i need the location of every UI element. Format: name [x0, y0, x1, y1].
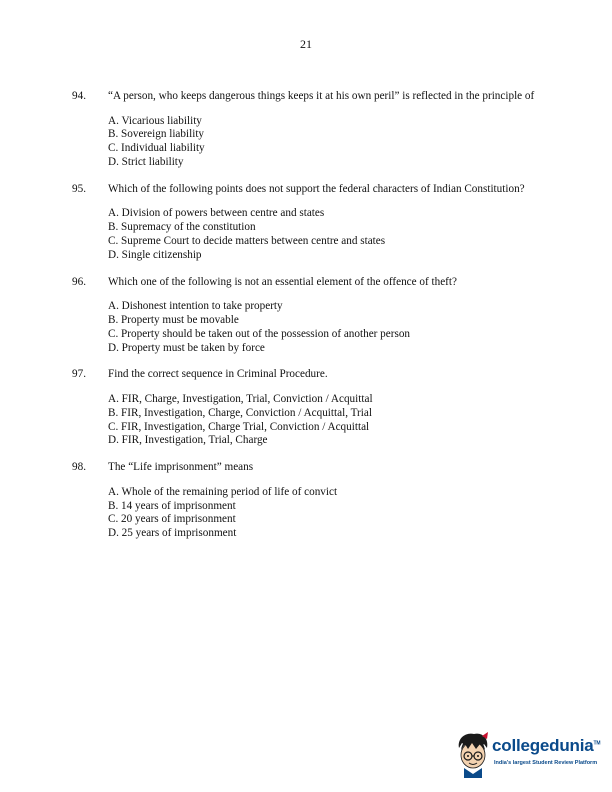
option-c: C. Individual liability [108, 142, 205, 155]
option-c: C. Property should be taken out of the possession of another person [108, 327, 411, 340]
question-number: 96. [72, 275, 86, 288]
option-list [108, 486, 542, 541]
option-d: D. FIR, Investigation, Trial, Charge [108, 434, 268, 447]
question-number: 97. [72, 368, 86, 381]
logo-tagline: India's largest Student Review Platform [494, 760, 598, 766]
option-b: B. FIR, Investigation, Charge, Conviction / Acquittal, Trial [108, 406, 372, 419]
option-b: B. 14 years of imprisonment [108, 499, 236, 512]
option-list [108, 115, 542, 170]
option-a: A. Dishonest intention to take property [108, 300, 283, 313]
option-c: C. 20 years of imprisonment [108, 513, 236, 526]
question-96 [72, 276, 542, 356]
question-text: The “Life imprisonment” means [108, 461, 254, 474]
option-d: D. Strict liability [108, 155, 184, 168]
option-a: A. FIR, Charge, Investigation, Trial, Conviction / Acquittal [108, 392, 373, 405]
question-97 [72, 368, 542, 448]
question-text: “A person, who keeps dangerous things keeps it at his own peril” is reflected in the principle of [108, 90, 535, 102]
question-95 [72, 183, 542, 263]
page-number: 21 [300, 37, 312, 51]
option-d: D. Property must be taken by force [108, 341, 265, 354]
collegedunia-logo [454, 730, 604, 778]
question-number: 94. [72, 90, 86, 102]
question-text: Which of the following points does not support the federal characters of Indian Constitution? [108, 182, 525, 195]
option-d: D. 25 years of imprisonment [108, 527, 237, 540]
logo-wordmark: collegedunia™ [492, 736, 601, 755]
option-c: C. FIR, Investigation, Charge Trial, Conviction / Acquittal [108, 420, 370, 433]
option-a: A. Whole of the remaining period of life of convict [108, 485, 338, 498]
option-b: B. Property must be movable [108, 313, 239, 326]
question-text: Which one of the following is not an essential element of the offence of theft? [108, 275, 457, 288]
option-list [108, 300, 542, 355]
question-text: Find the correct sequence in Criminal Procedure. [108, 368, 328, 381]
question-98 [72, 461, 542, 541]
option-b: B. Sovereign liability [108, 128, 205, 141]
option-c: C. Supreme Court to decide matters between centre and states [108, 234, 386, 247]
question-list [72, 90, 542, 554]
question-number: 98. [72, 461, 86, 474]
option-list [108, 393, 542, 448]
option-b: B. Supremacy of the constitution [108, 221, 256, 234]
option-d: D. Single citizenship [108, 248, 202, 261]
option-list [108, 207, 542, 262]
logo-trademark: TM [593, 740, 601, 747]
question-94 [72, 90, 542, 170]
option-a: A. Vicarious liability [108, 114, 202, 127]
mascot-icon [454, 730, 492, 778]
question-number: 95. [72, 182, 86, 195]
option-a: A. Division of powers between centre and states [108, 207, 325, 220]
